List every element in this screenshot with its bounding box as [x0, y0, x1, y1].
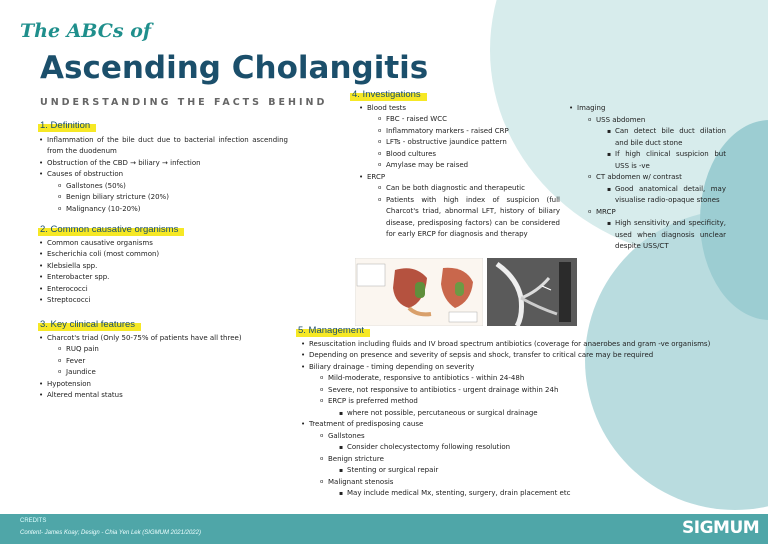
list-item: o Amylase may be raised	[377, 160, 560, 172]
list-item: • Enterococci	[38, 284, 288, 296]
list-item: • Altered mental status	[38, 390, 288, 402]
section-heading: 3. Key clinical features	[38, 319, 141, 331]
list-item: • Escherichia coli (most common)	[38, 249, 288, 261]
management-section	[296, 325, 756, 500]
list-item-label: USS abdomen	[596, 115, 646, 124]
list-item-label: ERCP	[367, 172, 386, 181]
sigmum-logo: SIGMUM	[682, 518, 760, 538]
list-item: ▪ Can detect bile duct dilation and bile duct stone	[606, 126, 726, 149]
list-item-label: ERCP is preferred method	[328, 397, 418, 405]
clinical-section	[38, 319, 288, 402]
list-item-label: Charcot's triad (Only 50-75% of patients have all three)	[47, 333, 242, 342]
script-title: The ABCs of	[20, 20, 152, 42]
page-title: Ascending Cholangitis	[40, 50, 429, 86]
list-item: o Fever	[57, 356, 288, 368]
management-list	[296, 339, 756, 500]
imaging-list	[568, 103, 726, 253]
list-item-label: Gallstones	[328, 431, 365, 440]
list-item: o Inflammatory markers - raised CRP	[377, 126, 560, 138]
section-heading: 1. Definition	[38, 120, 96, 132]
list-item: o Mild-moderate, responsive to antibiotics - within 24-48h	[319, 373, 756, 385]
list-item-label: CT abdomen w/ contrast	[596, 173, 682, 181]
list-item: • Obstruction of the CBD → biliary → infection	[38, 158, 288, 170]
footer-bar	[0, 514, 768, 544]
list-item	[319, 431, 756, 454]
list-item	[358, 103, 560, 172]
list-item: ▪ Stenting or surgical repair	[338, 465, 756, 477]
list-item-label: Treatment of predisposing cause	[309, 420, 424, 428]
list-item: o Can be both diagnostic and therapeutic	[377, 183, 560, 195]
list-item	[38, 333, 288, 379]
list-item: o Benign biliary stricture (20%)	[57, 192, 288, 204]
list-item: o Patients with high index of suspicion (full Charcot's triad, abnormal LFT, history of biliary disease, predisposing factors) can be considered for early ERCP for diagnosis and therapy	[377, 195, 560, 241]
list-item: • Resuscitation including fluids and IV broad spectrum antibiotics (coverage for anaerobes and gram -ve organisms)	[300, 339, 756, 351]
credits-heading: CREDITS	[20, 518, 47, 524]
list-item	[587, 172, 726, 207]
section-heading: 2. Common causative organisms	[38, 224, 184, 236]
list-item	[300, 362, 756, 420]
list-item-label: Blood tests	[367, 103, 407, 112]
list-item: • Streptococci	[38, 295, 288, 307]
list-item: • Klebsiella spp.	[38, 261, 288, 273]
list-item: o Gallstones (50%)	[57, 181, 288, 193]
list-item	[319, 454, 756, 477]
list-item	[38, 169, 288, 215]
section-heading: 4. Investigations	[350, 89, 427, 101]
list-item: ▪ High sensitivity and specificity, used when diagnosis unclear despite USS/CT	[606, 218, 726, 253]
page-subtitle: UNDERSTANDING THE FACTS BEHIND	[40, 97, 328, 108]
clinical-list	[38, 333, 288, 402]
list-item	[358, 172, 560, 241]
definition-list	[38, 135, 288, 216]
imaging-section	[568, 103, 726, 253]
list-item: • Hypotension	[38, 379, 288, 391]
investigations-list	[350, 103, 560, 241]
list-item: • Depending on presence and severity of sepsis and shock, transfer to critical care may be required	[300, 350, 756, 362]
list-item: • Inflammation of the bile duct due to bacterial infection ascending from the duodenum	[38, 135, 288, 158]
list-item-label: Biliary drainage - timing depending on severity	[309, 362, 475, 371]
list-item	[319, 396, 756, 419]
list-item	[319, 477, 756, 500]
list-item	[300, 419, 756, 500]
list-item: o Blood cultures	[377, 149, 560, 161]
list-item: ▪ Good anatomical detail, may visualise radio-opaque stones	[606, 184, 726, 207]
definition-section	[38, 120, 288, 215]
list-item: ▪ If high clinical suspicion but USS is -ve	[606, 149, 726, 172]
list-item-label: MRCP	[596, 207, 616, 216]
list-item: • Enterobacter spp.	[38, 272, 288, 284]
list-item-label: Causes of obstruction	[47, 170, 124, 178]
organisms-list	[38, 238, 288, 307]
list-item: ▪ Consider cholecystectomy following resolution	[338, 442, 756, 454]
list-item-label: Malignant stenosis	[328, 477, 394, 486]
list-item: o Severe, not responsive to antibiotics - urgent drainage within 24h	[319, 385, 756, 397]
list-item: o LFTs - obstructive jaundice pattern	[377, 137, 560, 149]
ercp-diagram-image	[355, 258, 483, 326]
credits-text: Content- James Koay; Design - Chia Yen Lek (SIGMUM 2021/2022)	[20, 530, 201, 536]
list-item: o FBC - raised WCC	[377, 114, 560, 126]
list-item	[568, 103, 726, 253]
list-item-label: Imaging	[577, 104, 606, 112]
list-item	[587, 115, 726, 173]
organisms-section	[38, 224, 288, 307]
section-heading: 5. Management	[296, 325, 370, 337]
investigations-section	[350, 89, 560, 241]
list-item	[587, 207, 726, 253]
list-item: ▪ where not possible, percutaneous or surgical drainage	[338, 408, 756, 420]
list-item: • Common causative organisms	[38, 238, 288, 250]
list-item: o RUQ pain	[57, 344, 288, 356]
list-item-label: Benign stricture	[328, 454, 384, 463]
list-item: o Jaundice	[57, 367, 288, 379]
list-item: ▪ May include medical Mx, stenting, surgery, drain placement etc	[338, 488, 756, 500]
cholangiogram-xray-image	[487, 258, 577, 326]
list-item: o Malignancy (10-20%)	[57, 204, 288, 216]
